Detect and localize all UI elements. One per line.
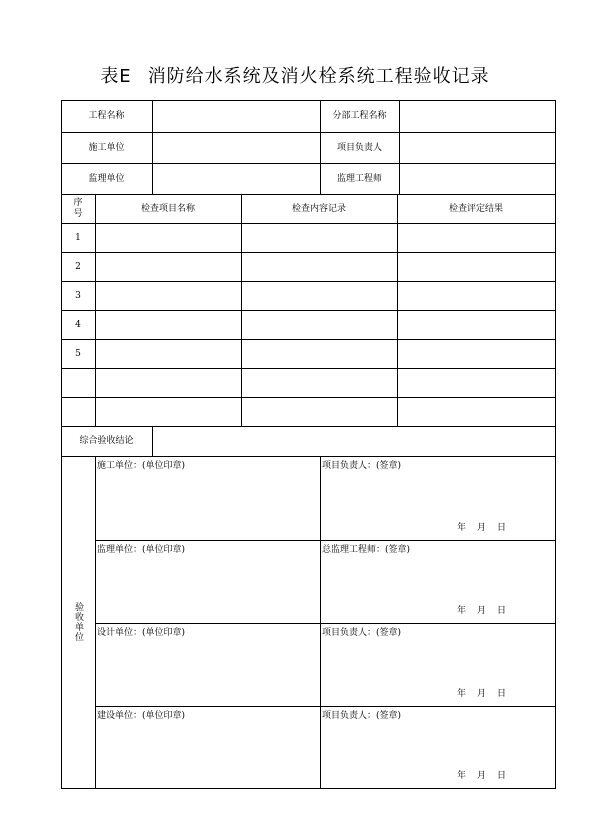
signature-date: [457, 522, 551, 536]
acceptance-side-label: 验收单位: [73, 602, 83, 642]
table-row-result[interactable]: [397, 223, 555, 252]
table-row-item[interactable]: [95, 397, 241, 426]
table-row-record[interactable]: [241, 310, 397, 339]
table-row-item[interactable]: [95, 252, 241, 281]
date-month-label: 月: [477, 771, 487, 781]
table-row-seq: 4: [75, 319, 81, 330]
info-label-left: 监理单位: [88, 173, 125, 184]
acceptance-record-form: [61, 100, 555, 788]
table-row-seq: 1: [75, 232, 81, 243]
table-row-result[interactable]: [397, 339, 555, 368]
info-value-left[interactable]: [152, 100, 320, 132]
table-header-record: 检查内容记录: [291, 203, 346, 214]
signature-date: [457, 770, 551, 784]
unit-seal-label: 监理单位：(单位印章): [97, 545, 186, 555]
info-label-right: 监理工程师: [336, 173, 382, 184]
info-label-left: 工程名称: [88, 111, 125, 121]
info-label-right: 分部工程名称: [332, 111, 387, 121]
signature-date: [457, 688, 551, 702]
date-year-label: 年: [457, 523, 467, 533]
info-value-right[interactable]: [399, 132, 555, 163]
person-signature-label: 项目负责人：(签章): [322, 711, 402, 721]
table-row-record[interactable]: [241, 252, 397, 281]
conclusion-bottom-line: [61, 456, 555, 457]
table-row-item[interactable]: [95, 368, 241, 397]
date-day-label: 日: [497, 523, 507, 533]
person-signature-label: 项目负责人：(签章): [322, 461, 402, 471]
date-month-label: 月: [477, 606, 487, 616]
conclusion-value[interactable]: [152, 426, 555, 456]
info-value-left[interactable]: [152, 163, 320, 194]
table-header-seq: 序号: [73, 197, 83, 219]
person-signature-label: 总监理工程师：(签章): [322, 545, 411, 555]
date-month-label: 月: [477, 689, 487, 699]
table-row-record[interactable]: [241, 281, 397, 310]
info-label-left: 施工单位: [88, 142, 125, 153]
table-header-item: 检查项目名称: [140, 203, 195, 214]
table-row-item[interactable]: [95, 339, 241, 368]
table-row-result[interactable]: [397, 281, 555, 310]
table-row-seq: 5: [75, 348, 81, 359]
date-year-label: 年: [457, 606, 467, 616]
table-row-item[interactable]: [95, 281, 241, 310]
table-row-item[interactable]: [95, 223, 241, 252]
info-value-right[interactable]: [399, 163, 555, 194]
acceptance-side-divider: [95, 456, 96, 788]
table-header-result: 检查评定结果: [448, 203, 503, 214]
table-row-result[interactable]: [397, 368, 555, 397]
unit-seal-label: 施工单位：(单位印章): [97, 461, 186, 471]
form-border-bottom: [61, 788, 556, 789]
acceptance-block-divider: [95, 623, 555, 624]
form-border-right: [555, 100, 556, 789]
acceptance-middle-divider: [320, 456, 321, 788]
date-year-label: 年: [457, 771, 467, 781]
page-title: [0, 62, 590, 88]
table-row-result[interactable]: [397, 397, 555, 426]
date-day-label: 日: [497, 771, 507, 781]
form-code: 表E: [100, 66, 132, 87]
acceptance-block-divider: [95, 540, 555, 541]
date-month-label: 月: [477, 523, 487, 533]
info-value-left[interactable]: [152, 132, 320, 163]
date-year-label: 年: [457, 689, 467, 699]
table-row-seq: 3: [75, 290, 81, 301]
info-label-right: 项目负责人: [336, 142, 382, 153]
table-row-seq: 2: [75, 261, 81, 272]
form-title: 消防给水系统及消火栓系统工程验收记录: [147, 66, 490, 87]
table-row-seq: [61, 397, 95, 426]
table-row-result[interactable]: [397, 252, 555, 281]
unit-seal-label: 建设单位：(单位印章): [97, 711, 186, 721]
signature-date: [457, 605, 551, 619]
table-row-record[interactable]: [241, 223, 397, 252]
conclusion-label: 综合验收结论: [79, 436, 134, 446]
date-day-label: 日: [497, 689, 507, 699]
table-row-record[interactable]: [241, 339, 397, 368]
acceptance-block-divider: [95, 706, 555, 707]
table-row-result[interactable]: [397, 310, 555, 339]
table-row-item[interactable]: [95, 310, 241, 339]
table-row-record[interactable]: [241, 368, 397, 397]
unit-seal-label: 设计单位：(单位印章): [97, 628, 186, 638]
date-day-label: 日: [497, 606, 507, 616]
table-row-record[interactable]: [241, 397, 397, 426]
info-value-right[interactable]: [399, 100, 555, 132]
person-signature-label: 项目负责人：(签章): [322, 628, 402, 638]
table-row-seq: [61, 368, 95, 397]
